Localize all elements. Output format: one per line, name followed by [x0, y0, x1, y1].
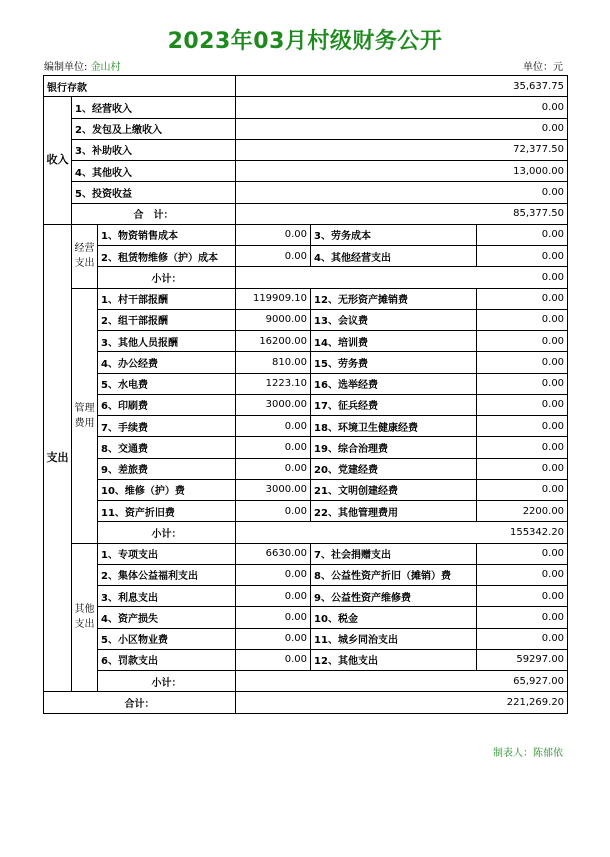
other-row	[44, 628, 568, 649]
management-left-value: 0.00	[236, 501, 311, 522]
management-row	[44, 416, 568, 437]
management-right-label: 22、其他管理费用	[311, 501, 477, 522]
other-left-label: 1、专项支出	[98, 543, 236, 564]
management-left-value: 1223.10	[236, 373, 311, 394]
finance-table	[43, 75, 568, 714]
management-left-value: 0.00	[236, 437, 311, 458]
other-right-label: 12、其他支出	[311, 649, 477, 670]
income-item-value: 0.00	[236, 118, 568, 139]
other-right-value: 0.00	[477, 564, 568, 585]
management-row	[44, 331, 568, 352]
management-right-label: 20、党建经费	[311, 458, 477, 479]
income-item-label: 1、经营收入	[72, 97, 236, 118]
management-left-label: 1、村干部报酬	[98, 288, 236, 309]
management-right-label: 15、劳务费	[311, 352, 477, 373]
management-row	[44, 501, 568, 522]
other-left-value: 0.00	[236, 607, 311, 628]
management-row	[44, 458, 568, 479]
unit-value: 金山村	[90, 62, 121, 73]
management-left-label: 7、手续费	[98, 416, 236, 437]
other-right-value: 0.00	[477, 586, 568, 607]
other-right-value: 59297.00	[477, 649, 568, 670]
management-left-label: 6、印刷费	[98, 394, 236, 415]
management-row	[44, 394, 568, 415]
other-right-value: 0.00	[477, 628, 568, 649]
management-left-label: 4、办公经费	[98, 352, 236, 373]
management-left-label: 3、其他人员报酬	[98, 331, 236, 352]
management-left-label: 9、差旅费	[98, 458, 236, 479]
operating-subtotal-label: 小计：	[98, 267, 236, 288]
management-left-label: 10、维修（护）费	[98, 479, 236, 500]
other-left-value: 0.00	[236, 649, 311, 670]
other-right-label: 10、税金	[311, 607, 477, 628]
management-right-label: 18、环境卫生健康经费	[311, 416, 477, 437]
operating-row	[44, 224, 568, 245]
management-right-value: 0.00	[477, 479, 568, 500]
management-subtotal-value: 155342.20	[236, 522, 568, 543]
other-left-value: 0.00	[236, 564, 311, 585]
currency-unit: 单位：元	[523, 62, 563, 73]
other-row	[44, 607, 568, 628]
other-right-label: 7、社会捐赠支出	[311, 543, 477, 564]
management-subtotal-row	[44, 522, 568, 543]
management-left-value: 3000.00	[236, 394, 311, 415]
management-right-value: 0.00	[477, 309, 568, 330]
income-item-label: 3、补助收入	[72, 139, 236, 160]
management-left-value: 0.00	[236, 416, 311, 437]
operating-subtotal-value: 0.00	[236, 267, 568, 288]
operating-right-label: 4、其他经营支出	[311, 246, 477, 267]
unit-info	[44, 58, 121, 73]
income-row	[44, 118, 568, 139]
management-row	[44, 352, 568, 373]
management-row	[44, 373, 568, 394]
bank-value: 35,637.75	[236, 76, 568, 97]
other-left-label: 2、集体公益福利支出	[98, 564, 236, 585]
income-item-value: 13,000.00	[236, 161, 568, 182]
other-row	[44, 649, 568, 670]
management-right-value: 0.00	[477, 352, 568, 373]
other-subtotal-row	[44, 671, 568, 692]
income-item-label: 4、其他收入	[72, 161, 236, 182]
other-right-label: 11、城乡同治支出	[311, 628, 477, 649]
management-right-value: 0.00	[477, 373, 568, 394]
income-row	[44, 97, 568, 118]
management-row	[44, 479, 568, 500]
income-total-value: 85,377.50	[236, 203, 568, 224]
management-row	[44, 288, 568, 309]
operating-left-value: 0.00	[236, 246, 311, 267]
management-right-label: 12、无形资产摊销费	[311, 288, 477, 309]
preparer: 制表人：陈郁依	[493, 748, 563, 759]
other-left-label: 5、小区物业费	[98, 628, 236, 649]
income-section-label: 收入	[44, 97, 72, 225]
operating-row	[44, 246, 568, 267]
management-left-value: 3000.00	[236, 479, 311, 500]
management-right-label: 13、会议费	[311, 309, 477, 330]
operating-right-value: 0.00	[477, 246, 568, 267]
income-item-value: 0.00	[236, 182, 568, 203]
operating-left-label: 1、物资销售成本	[98, 224, 236, 245]
income-row	[44, 139, 568, 160]
management-left-label: 8、交通费	[98, 437, 236, 458]
management-right-label: 19、综合治理费	[311, 437, 477, 458]
management-left-value: 9000.00	[236, 309, 311, 330]
other-left-value: 0.00	[236, 628, 311, 649]
management-right-value: 0.00	[477, 394, 568, 415]
income-item-value: 0.00	[236, 97, 568, 118]
bank-label: 银行存款	[44, 76, 236, 97]
management-right-value: 0.00	[477, 416, 568, 437]
management-left-value: 0.00	[236, 458, 311, 479]
management-left-value: 16200.00	[236, 331, 311, 352]
expense-section-label: 支出	[44, 224, 72, 692]
management-subtotal-label: 小计：	[98, 522, 236, 543]
other-row	[44, 543, 568, 564]
operating-group-label: 经营支出	[72, 224, 98, 288]
operating-left-label: 2、租赁物维修（护）成本	[98, 246, 236, 267]
income-total-row	[44, 203, 568, 224]
other-group-label: 其他支出	[72, 543, 98, 692]
other-left-value: 6630.00	[236, 543, 311, 564]
income-row	[44, 182, 568, 203]
management-right-value: 2200.00	[477, 501, 568, 522]
management-left-label: 5、水电费	[98, 373, 236, 394]
management-left-label: 11、资产折旧费	[98, 501, 236, 522]
management-right-label: 16、选举经费	[311, 373, 477, 394]
management-left-value: 810.00	[236, 352, 311, 373]
unit-label: 编制单位:	[44, 62, 88, 73]
other-subtotal-value: 65,927.00	[236, 671, 568, 692]
income-row	[44, 161, 568, 182]
expense-total-label: 合计：	[44, 692, 236, 713]
management-row	[44, 309, 568, 330]
management-left-label: 2、组干部报酬	[98, 309, 236, 330]
bank-row	[44, 76, 568, 97]
other-right-value: 0.00	[477, 607, 568, 628]
income-item-value: 72,377.50	[236, 139, 568, 160]
other-left-label: 6、罚款支出	[98, 649, 236, 670]
expense-total-value: 221,269.20	[236, 692, 568, 713]
management-right-label: 17、征兵经费	[311, 394, 477, 415]
operating-left-value: 0.00	[236, 224, 311, 245]
page-title: 2023年03月村级财务公开	[167, 29, 443, 54]
other-left-value: 0.00	[236, 586, 311, 607]
other-subtotal-label: 小计：	[98, 671, 236, 692]
operating-right-label: 3、劳务成本	[311, 224, 477, 245]
management-row	[44, 437, 568, 458]
other-row	[44, 564, 568, 585]
operating-subtotal-row	[44, 267, 568, 288]
management-group-label: 管理费用	[72, 288, 98, 543]
management-right-value: 0.00	[477, 437, 568, 458]
other-left-label: 4、资产损失	[98, 607, 236, 628]
income-total-label: 合 计：	[72, 203, 236, 224]
operating-right-value: 0.00	[477, 224, 568, 245]
expense-total-row	[44, 692, 568, 713]
income-item-label: 5、投资收益	[72, 182, 236, 203]
other-right-label: 9、公益性资产维修费	[311, 586, 477, 607]
management-right-value: 0.00	[477, 288, 568, 309]
management-right-value: 0.00	[477, 458, 568, 479]
management-left-value: 119909.10	[236, 288, 311, 309]
other-right-value: 0.00	[477, 543, 568, 564]
management-right-label: 14、培训费	[311, 331, 477, 352]
management-right-label: 21、文明创建经费	[311, 479, 477, 500]
management-right-value: 0.00	[477, 331, 568, 352]
other-left-label: 3、利息支出	[98, 586, 236, 607]
other-right-label: 8、公益性资产折旧（摊销）费	[311, 564, 477, 585]
other-row	[44, 586, 568, 607]
income-item-label: 2、发包及上缴收入	[72, 118, 236, 139]
